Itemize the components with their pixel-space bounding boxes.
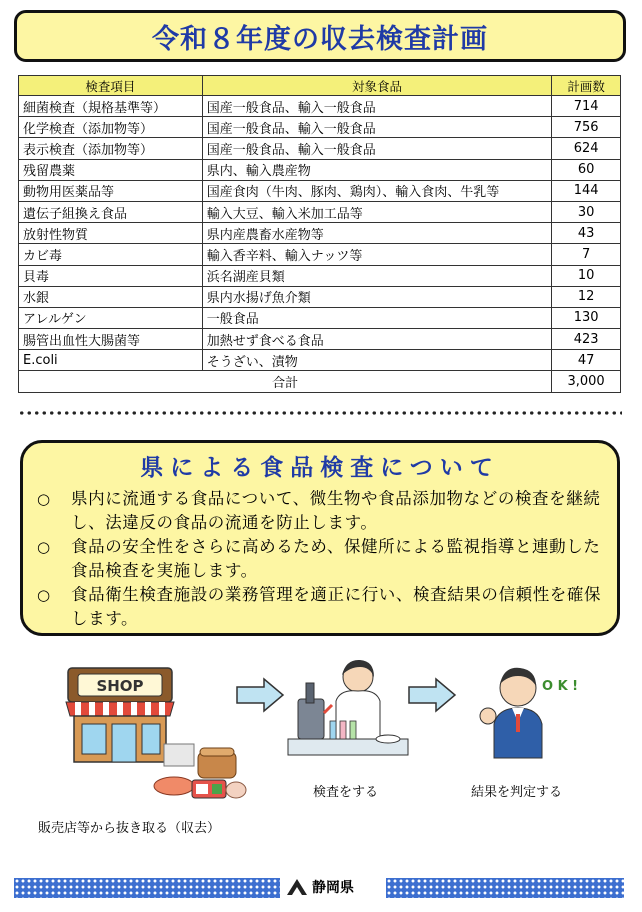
food-items-illustration (152, 740, 252, 802)
cell-food: 県内、輸入農産物 (202, 159, 552, 180)
table-row (19, 329, 621, 350)
cell-count: 10 (552, 265, 621, 286)
table-row (19, 265, 621, 286)
cell-food: 国産一般食品、輸入一般食品 (202, 138, 552, 159)
cell-count: 12 (552, 286, 621, 307)
circle-bullet-icon: ○ (37, 586, 51, 604)
circle-bullet-icon: ○ (37, 490, 51, 508)
cell-food: 輸入大豆、輸入米加工品等 (202, 201, 552, 222)
cell-food: 輸入香辛料、輸入ナッツ等 (202, 244, 552, 265)
info-bullet (37, 487, 617, 535)
cell-count: 60 (552, 159, 621, 180)
header-food: 対象食品 (202, 76, 552, 96)
cell-food: そうざい、漬物 (202, 350, 552, 371)
cell-food: 浜名湖産貝類 (202, 265, 552, 286)
info-title: 県による食品検査について (140, 455, 500, 481)
bullet-text: 食品の安全性をさらに高めるため、保健所による監視指導と連動した食品検査を実施します。 (71, 537, 601, 580)
cell-count: 423 (552, 329, 621, 350)
table-row (19, 307, 621, 328)
cell-item: 水銀 (19, 286, 203, 307)
ok-judge-illustration (474, 660, 579, 760)
table-header-row (19, 76, 621, 96)
cell-count: 624 (552, 138, 621, 159)
total-value: 3,000 (552, 371, 621, 392)
shop-sign: SHOP (96, 677, 144, 695)
total-label: 合計 (19, 371, 552, 392)
cell-item: アレルゲン (19, 307, 203, 328)
cell-item: 細菌検査（規格基準等） (19, 96, 203, 117)
table-row (19, 138, 621, 159)
table-row (19, 286, 621, 307)
footer-pattern-right (386, 878, 624, 898)
info-box (20, 440, 620, 636)
inspection-plan-table (18, 75, 621, 393)
cell-food: 県内産農畜水産物等 (202, 223, 552, 244)
arrow-right-icon (408, 678, 456, 712)
cell-food: 一般食品 (202, 307, 552, 328)
table-row (19, 117, 621, 138)
cell-item: 化学検査（添加物等） (19, 117, 203, 138)
page-title: 令和８年度の収去検査計画 (14, 10, 626, 62)
caption-step2: 検査をする (313, 785, 379, 800)
dotted-divider (18, 410, 622, 416)
info-bullet (37, 583, 617, 631)
cell-item: E.coli (19, 350, 203, 371)
table-row (19, 223, 621, 244)
caption-step3: 結果を判定する (471, 785, 563, 800)
table-row (19, 96, 621, 117)
footer-logo (286, 874, 378, 900)
cell-count: 43 (552, 223, 621, 244)
arrow-right-icon (236, 678, 284, 712)
cell-item: 遺伝子組換え食品 (19, 201, 203, 222)
table-total-row (19, 371, 621, 392)
bullet-text: 食品衛生検査施設の業務管理を適正に行い、検査結果の信頼性を確保します。 (71, 585, 602, 628)
table-row (19, 180, 621, 201)
cell-count: 130 (552, 307, 621, 328)
footer-pattern-left (14, 878, 280, 898)
shizuoka-emblem-icon (286, 877, 308, 897)
caption-step1: 販売店等から抜き取る（収去） (38, 821, 221, 836)
lab-inspector-illustration (284, 655, 414, 765)
org-name: 静岡県 (312, 880, 354, 896)
cell-food: 国産一般食品、輸入一般食品 (202, 96, 552, 117)
cell-item: カビ毒 (19, 244, 203, 265)
cell-item: 残留農薬 (19, 159, 203, 180)
table-row (19, 159, 621, 180)
cell-item: 表示検査（添加物等） (19, 138, 203, 159)
cell-item: 放射性物質 (19, 223, 203, 244)
cell-count: 47 (552, 350, 621, 371)
cell-item: 腸管出血性大腸菌等 (19, 329, 203, 350)
cell-food: 国産食肉（牛肉、豚肉、鶏肉）、輸入食肉、牛乳等 (202, 180, 552, 201)
ok-text: O K ! (542, 679, 579, 694)
circle-bullet-icon: ○ (37, 538, 51, 556)
header-item: 検査項目 (19, 76, 203, 96)
cell-item: 貝毒 (19, 265, 203, 286)
table-row (19, 350, 621, 371)
cell-count: 144 (552, 180, 621, 201)
cell-food: 県内水揚げ魚介類 (202, 286, 552, 307)
cell-food: 国産一般食品、輸入一般食品 (202, 117, 552, 138)
cell-item: 動物用医薬品等 (19, 180, 203, 201)
cell-count: 30 (552, 201, 621, 222)
table-row (19, 244, 621, 265)
cell-count: 7 (552, 244, 621, 265)
cell-count: 714 (552, 96, 621, 117)
table-row (19, 201, 621, 222)
header-count: 計画数 (552, 76, 621, 96)
cell-count: 756 (552, 117, 621, 138)
bullet-text: 県内に流通する食品について、微生物や食品添加物などの検査を継続し、法違反の食品の流通を防止します。 (71, 489, 601, 532)
info-bullet (37, 535, 617, 583)
cell-food: 加熱せず食べる食品 (202, 329, 552, 350)
